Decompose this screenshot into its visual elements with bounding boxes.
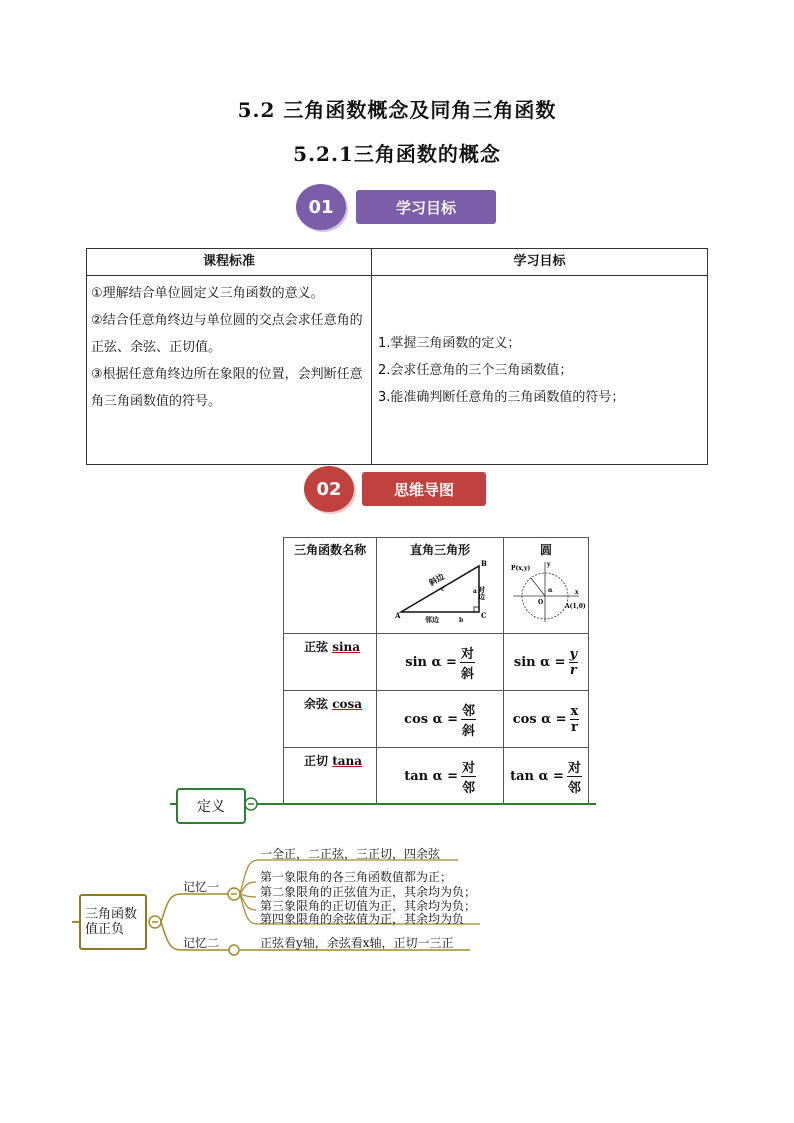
origin-o: O (538, 599, 544, 606)
label-opp: 对边 (477, 586, 487, 600)
standard-item: ①理解结合单位圆定义三角函数的意义。 (91, 286, 324, 301)
badge-number: 02 (304, 466, 354, 512)
mindmap-leaf[interactable]: 第四象限角的余弦值为正，其余均为负 (260, 912, 465, 926)
mindmap-branch-memory2[interactable]: 记忆二 (183, 936, 220, 950)
angle-alpha: α (548, 587, 553, 594)
numerator: 对 (461, 757, 476, 777)
standard-item: ③根据任意角终边所在象限的位置，会判断任意角三角函数值的符号。 (91, 367, 363, 409)
denominator: 邻 (567, 780, 581, 796)
func-text: cos α = (512, 711, 567, 727)
label-adj: 邻边 (425, 615, 440, 624)
row-name-text: 余弦 (304, 697, 333, 711)
row-name-en: tana (332, 754, 363, 768)
denominator: r (571, 719, 578, 735)
goal-item: 1.掌握三角函数的定义； (378, 335, 521, 351)
numerator: 邻 (461, 700, 476, 720)
func-text: tan α = (404, 768, 459, 784)
mindmap-node-definition[interactable]: 定义 (176, 788, 246, 824)
label-hyp: 斜边 (427, 571, 446, 588)
func-text: tan α = (510, 768, 564, 784)
vertex-b: B (481, 559, 488, 568)
func-text: sin α = (513, 654, 566, 670)
axis-x-label: x (575, 589, 579, 596)
denominator: 斜 (460, 666, 474, 682)
mindmap-leaf[interactable]: 第二象限角的正弦值为正，其余均为负； (260, 885, 477, 899)
item-line (240, 894, 256, 897)
point-a: A(1,0) (565, 603, 586, 610)
page-title: 5.2 三角函数概念及同角三角函数 (237, 98, 557, 122)
header-text: 直角三角形 (410, 543, 471, 557)
point-p: P(x,y) (511, 565, 531, 572)
badge-number: 01 (296, 184, 346, 230)
vertex-c: C (481, 611, 487, 620)
row-name-text: 正弦 (304, 640, 333, 654)
denominator: r (569, 662, 577, 678)
denominator: 邻 (462, 780, 476, 796)
func-text: cos α = (404, 711, 459, 727)
mindmap-leaf[interactable]: 第一象限角的各三角函数值都为正； (260, 870, 453, 884)
row-name-en: cosa (332, 697, 363, 711)
numerator: y (569, 646, 578, 662)
side-c: c (441, 586, 445, 593)
header-goals: 学习目标 (372, 249, 708, 276)
goal-item: 2.会求任意角的三个三角函数值； (378, 362, 573, 378)
goal-item: 3.能准确判断任意角的三角函数值的符号； (378, 389, 625, 405)
header-text: 三角函数名称 (294, 543, 367, 557)
side-a: a (473, 588, 477, 595)
side-b: b (459, 617, 464, 624)
standard-item: ②结合任意角终边与单位圆的交点会求任意角的正弦、余弦、正切值。 (91, 313, 363, 355)
badge-label: 思维导图 (362, 472, 486, 506)
numerator: 对 (567, 757, 582, 777)
mindmap-leaf[interactable]: 正弦看y轴，余弦看x轴，正切一三正 (260, 936, 454, 950)
section-title: 5.2.1三角函数的概念 (293, 142, 501, 166)
mindmap-node-sign-root[interactable]: 三角函数值正负 (79, 894, 147, 950)
row-name-text: 正切 (304, 754, 333, 768)
row-name-en: sina (332, 640, 361, 654)
branch1-line (161, 894, 234, 922)
mindmap-leaf[interactable]: 第三象限角的正切值为正，其余均为负； (260, 899, 477, 913)
branch2-collapse-icon[interactable] (229, 945, 239, 955)
badge-label: 学习目标 (356, 190, 496, 224)
axis-y-label: y (547, 561, 551, 568)
mindmap-branch-memory1[interactable]: 记忆一 (183, 880, 220, 894)
mindmap-leaf[interactable]: 一全正，二正弦，三正切，四余弦 (260, 847, 441, 861)
vertex-a: A (395, 611, 401, 620)
header-text: 圆 (539, 543, 552, 557)
numerator: 对 (460, 643, 475, 663)
denominator: 斜 (462, 723, 476, 739)
func-text: sin α = (405, 654, 457, 670)
numerator: x (570, 703, 579, 719)
header-standards: 课程标准 (87, 249, 372, 276)
